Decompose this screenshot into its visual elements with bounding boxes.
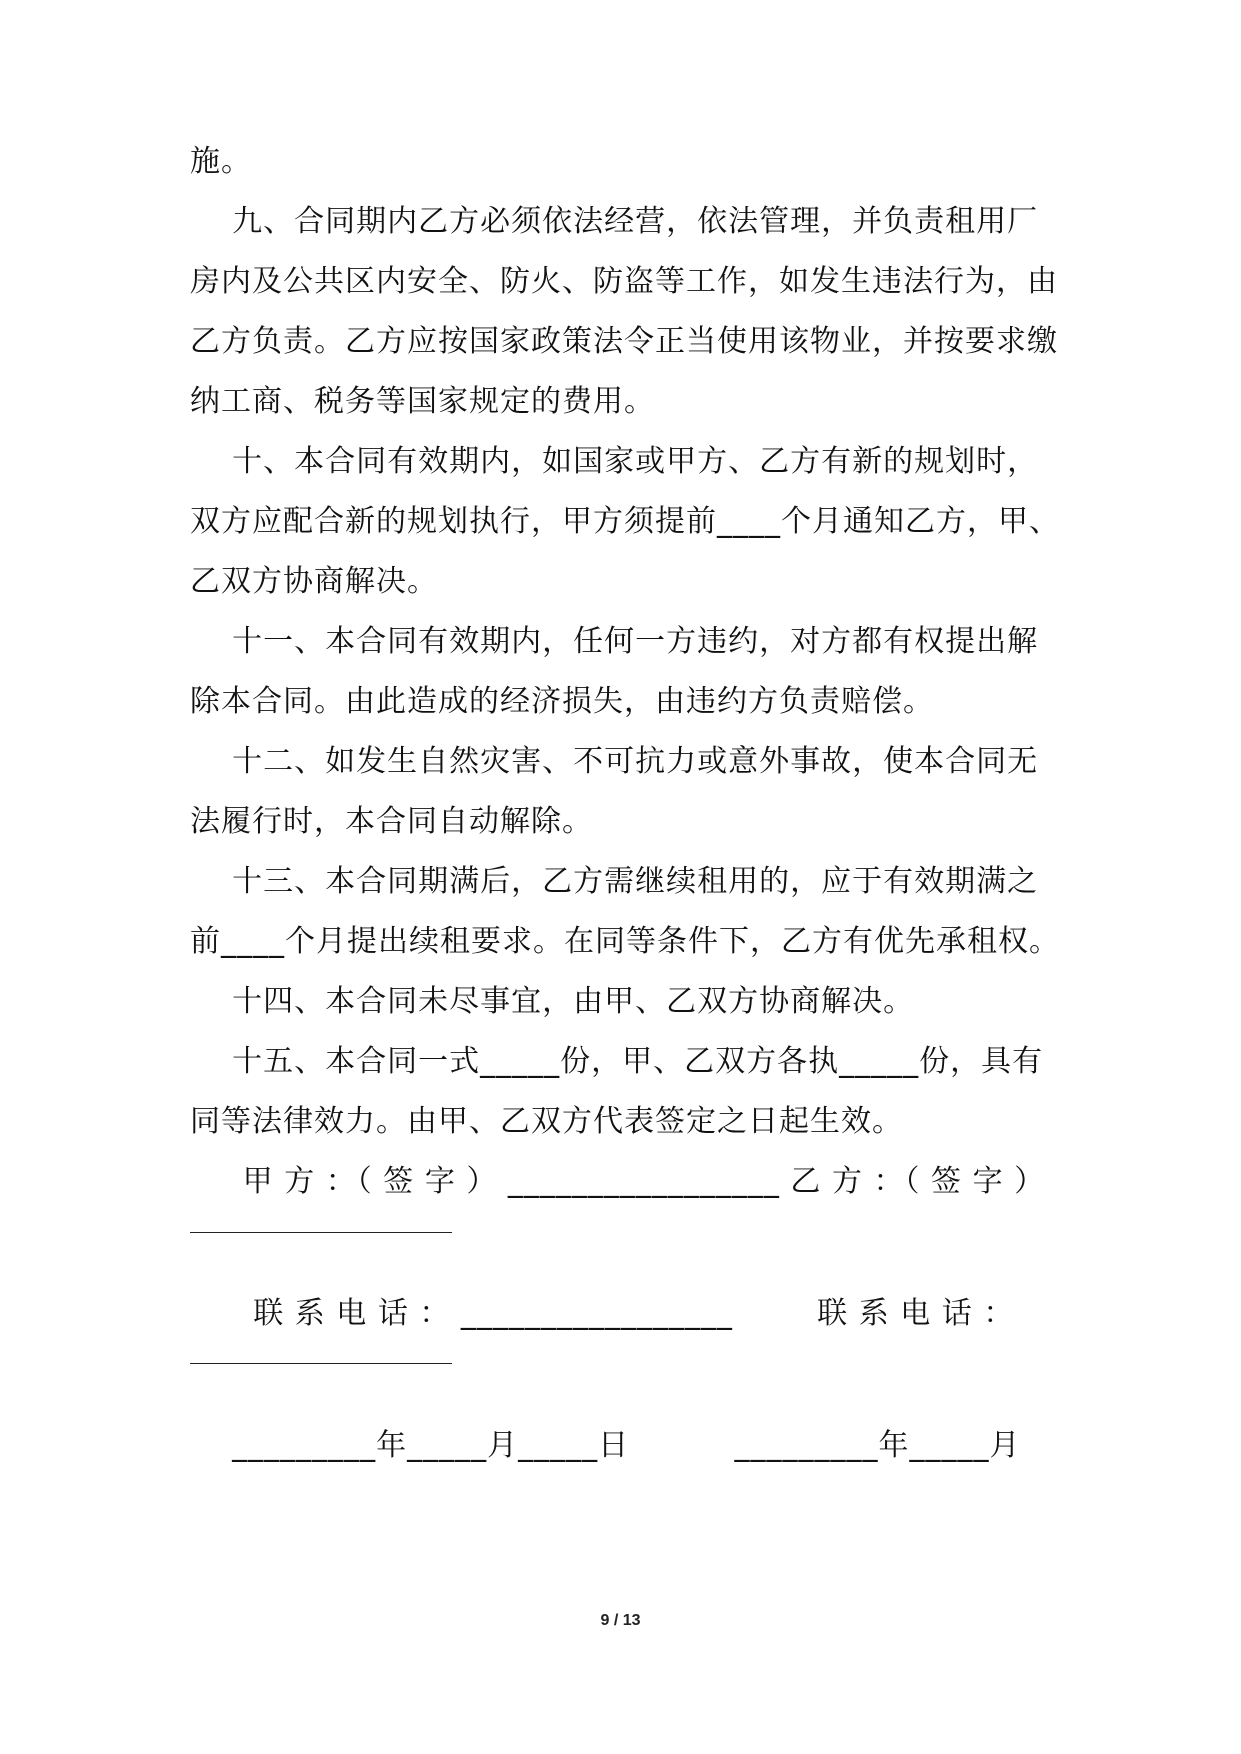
text-line: 十二、如发生自然灾害、不可抗力或意外事故，使本合同无 [190, 744, 1039, 779]
text-line: 乙方负责。乙方应按国家政策法令正当使用该物业，并按要求缴 [190, 324, 1058, 359]
text-line: 除本合同。由此造成的经济损失，由违约方负责赔偿。 [190, 684, 934, 719]
text-line: 十四、本合同未尽事宜，由甲、乙双方协商解决。 [190, 984, 915, 1019]
contact-phone-line: 联 系 电 话 ： _________________ 联 系 电 话 ： [190, 1296, 1015, 1331]
text-line: 房内及公共区内安全、防火、防盗等工作，如发生违法行为，由 [190, 264, 1058, 299]
page-number: 9 / 13 [600, 1612, 641, 1629]
text-line: 前____个月提出续租要求。在同等条件下，乙方有优先承租权。 [190, 924, 1060, 959]
text-line: 施。 [190, 144, 252, 179]
text-line: 十三、本合同期满后，乙方需继续租用的，应于有效期满之 [190, 864, 1039, 899]
text-line: 九、合同期内乙方必须依法经营，依法管理，并负责租用厂 [190, 204, 1039, 239]
date-line: _________年_____月_____日 _________年_____月 [190, 1428, 1021, 1463]
text-line: 十、本合同有效期内，如国家或甲方、乙方有新的规划时， [190, 444, 1039, 479]
party-a-signature-line: 甲 方 ：（ 签 字 ） _________________ 乙 方 ：（ 签 字 ） [190, 1164, 1046, 1199]
party-b-phone-blank [190, 1363, 452, 1364]
text-line: 乙双方协商解决。 [190, 564, 438, 599]
text-line: 双方应配合新的规划执行，甲方须提前____个月通知乙方，甲、 [190, 504, 1060, 539]
text-line: 同等法律效力。由甲、乙双方代表签定之日起生效。 [190, 1104, 903, 1139]
text-line: 法履行时，本合同自动解除。 [190, 804, 593, 839]
text-line: 十一、本合同有效期内，任何一方违约，对方都有权提出解 [190, 624, 1039, 659]
text-line: 十五、本合同一式_____份，甲、乙双方各执_____份，具有 [190, 1044, 1044, 1079]
text-line: 纳工商、税务等国家规定的费用。 [190, 384, 655, 419]
party-b-signature-blank [190, 1232, 452, 1233]
